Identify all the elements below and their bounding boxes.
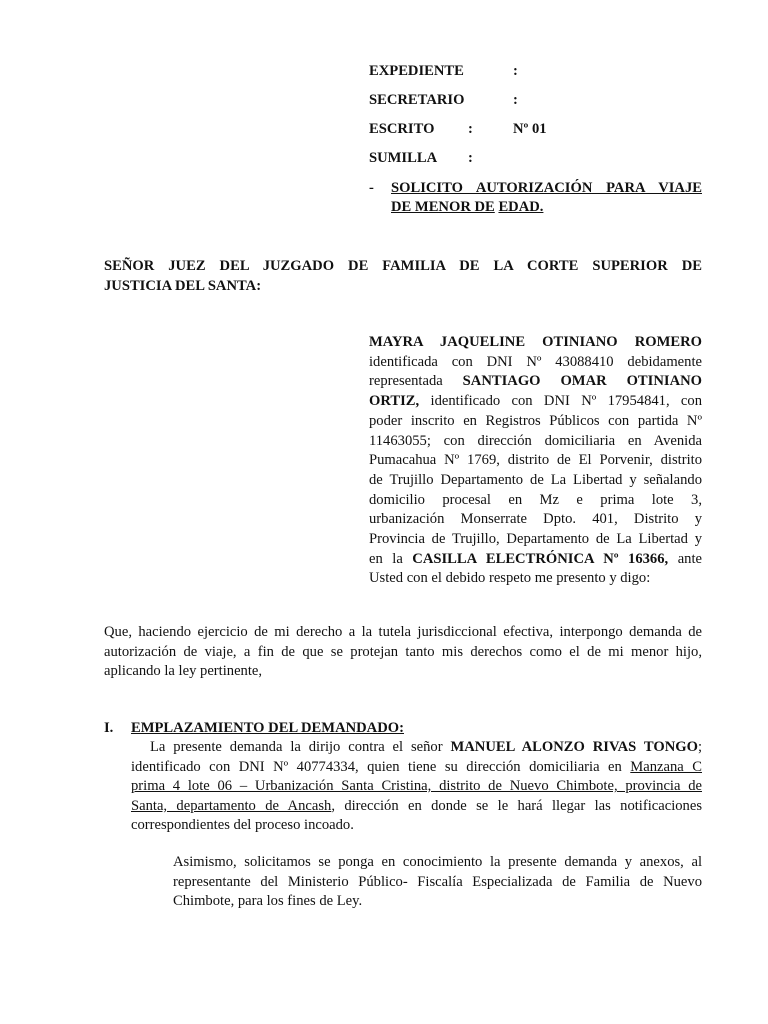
- petitioner-line-2: identificada con DNI Nº 43088410 debidamente: [369, 353, 702, 370]
- defendant-address-end: Santa, departamento de Ancash: [131, 797, 332, 814]
- petitioner-line-13: Usted con el debido respeto me presento y digo:: [369, 570, 651, 587]
- section-p1-line-4: [131, 797, 702, 817]
- section-p1-line-5: correspondientes del proceso incoado.: [131, 817, 354, 834]
- sumilla-line-2b: EDAD.: [498, 199, 544, 215]
- expediente-colon: :: [513, 63, 518, 79]
- addressee-line-2: JUSTICIA DEL SANTA:: [104, 278, 262, 294]
- sumilla-colon: :: [468, 150, 473, 166]
- section-paragraph-1: [131, 738, 702, 836]
- defendant-address-start: Manzana C: [630, 758, 702, 775]
- sumilla-line-1: SOLICITO AUTORIZACIÓN PARA VIAJE: [391, 180, 702, 196]
- petitioner-block: [369, 333, 702, 589]
- sumilla-line-2: [391, 198, 702, 217]
- section-p1-line-1c: ;: [697, 739, 703, 755]
- section-p2-line-1: Asimismo, solicitamos se ponga en conocimiento la presente demanda y anexos, al: [173, 854, 702, 870]
- sumilla-line-2a: DE MENOR DE: [391, 199, 495, 215]
- representative-surname: ORTIZ,: [369, 393, 420, 410]
- section-p1-line-3: prima 4 lote 06 – Urbanización Santa Cristina, distrito de Nuevo Chimbote, provincia de: [131, 778, 702, 795]
- petitioner-line-4b: identificado con DNI Nº 17954841, con: [430, 393, 702, 410]
- section-p1-line-1a: La presente demanda la dirijo contra el señor: [150, 739, 443, 755]
- section-p1-line-1: [131, 738, 702, 758]
- petitioner-line-10: urbanización Monserrate Dpto. 401, Distrito y: [369, 511, 702, 528]
- section-p1-line-2: [131, 758, 702, 778]
- section-number: I.: [104, 720, 114, 736]
- petitioner-line-3: [369, 372, 702, 392]
- intro-line-1: Que, haciendo ejercicio de mi derecho a la tutela jurisdiccional efectiva, interpongo demanda de: [104, 624, 702, 640]
- section-p2-line-2: representante del Ministerio Público- Fiscalía Especializada de Familia de Nuevo: [173, 873, 702, 890]
- petitioner-line-11: Provincia de Trujillo, Departamento de La Libertad y: [369, 531, 702, 548]
- secretario-colon: :: [513, 92, 518, 108]
- petitioner-line-8: de Trujillo Departamento de La Libertad y señalando: [369, 471, 702, 488]
- section-p1-line-4b: , dirección en donde se le hará llegar las notificaciones: [331, 797, 703, 814]
- addressee: [104, 256, 702, 296]
- escrito-colon: :: [468, 121, 473, 137]
- section-title: EMPLAZAMIENTO DEL DEMANDADO:: [131, 720, 404, 736]
- escrito-label: ESCRITO: [369, 121, 435, 137]
- section-p2-line-3: Chimbote, para los fines de Ley.: [173, 893, 363, 910]
- secretario-label: SECRETARIO: [369, 92, 465, 108]
- escrito-value: Nº 01: [513, 121, 547, 137]
- defendant-name: MANUEL ALONZO RIVAS TONGO: [450, 739, 698, 755]
- casilla-electronica: CASILLA ELECTRÓNICA Nº 16366,: [412, 550, 669, 567]
- petitioner-line-7: Pumacahua Nº 1769, distrito de El Porvenir, distrito: [369, 452, 702, 469]
- petitioner-line-4: [369, 392, 702, 412]
- sumilla-dash: -: [369, 180, 374, 196]
- section-paragraph-2: [173, 853, 702, 912]
- petitioner-line-3a: representada: [369, 373, 443, 390]
- petitioner-line-12a: en la: [369, 550, 403, 567]
- section-p1-line-2a: identificado con DNI Nº 40774334, quien tiene su dirección domiciliaria en: [131, 758, 622, 775]
- petitioner-line-6: 11463055; con dirección domiciliaria en Avenida: [369, 432, 702, 449]
- sumilla-text: [391, 179, 702, 217]
- addressee-line-1: SEÑOR JUEZ DEL JUZGADO DE FAMILIA DE LA CORTE SUPERIOR DE: [104, 258, 702, 274]
- petitioner-line-5: poder inscrito en Registros Públicos con partida Nº: [369, 412, 702, 429]
- petitioner-line-12: [369, 550, 702, 570]
- petitioner-line-12c: ante: [677, 550, 702, 567]
- sumilla-label: SUMILLA: [369, 150, 438, 166]
- intro-line-2: autorización de viaje, a fin de que se protejan tanto mis derechos como el de mi menor hijo,: [104, 643, 702, 660]
- intro-line-3: aplicando la ley pertinente,: [104, 663, 263, 679]
- expediente-label: EXPEDIENTE: [369, 63, 464, 79]
- petitioner-line-1: MAYRA JAQUELINE OTINIANO ROMERO: [369, 334, 702, 350]
- intro-paragraph: [104, 623, 702, 682]
- representative-name: SANTIAGO OMAR OTINIANO: [462, 373, 702, 390]
- petitioner-line-9: domicilio procesal en Mz e prima lote 3,: [369, 491, 702, 508]
